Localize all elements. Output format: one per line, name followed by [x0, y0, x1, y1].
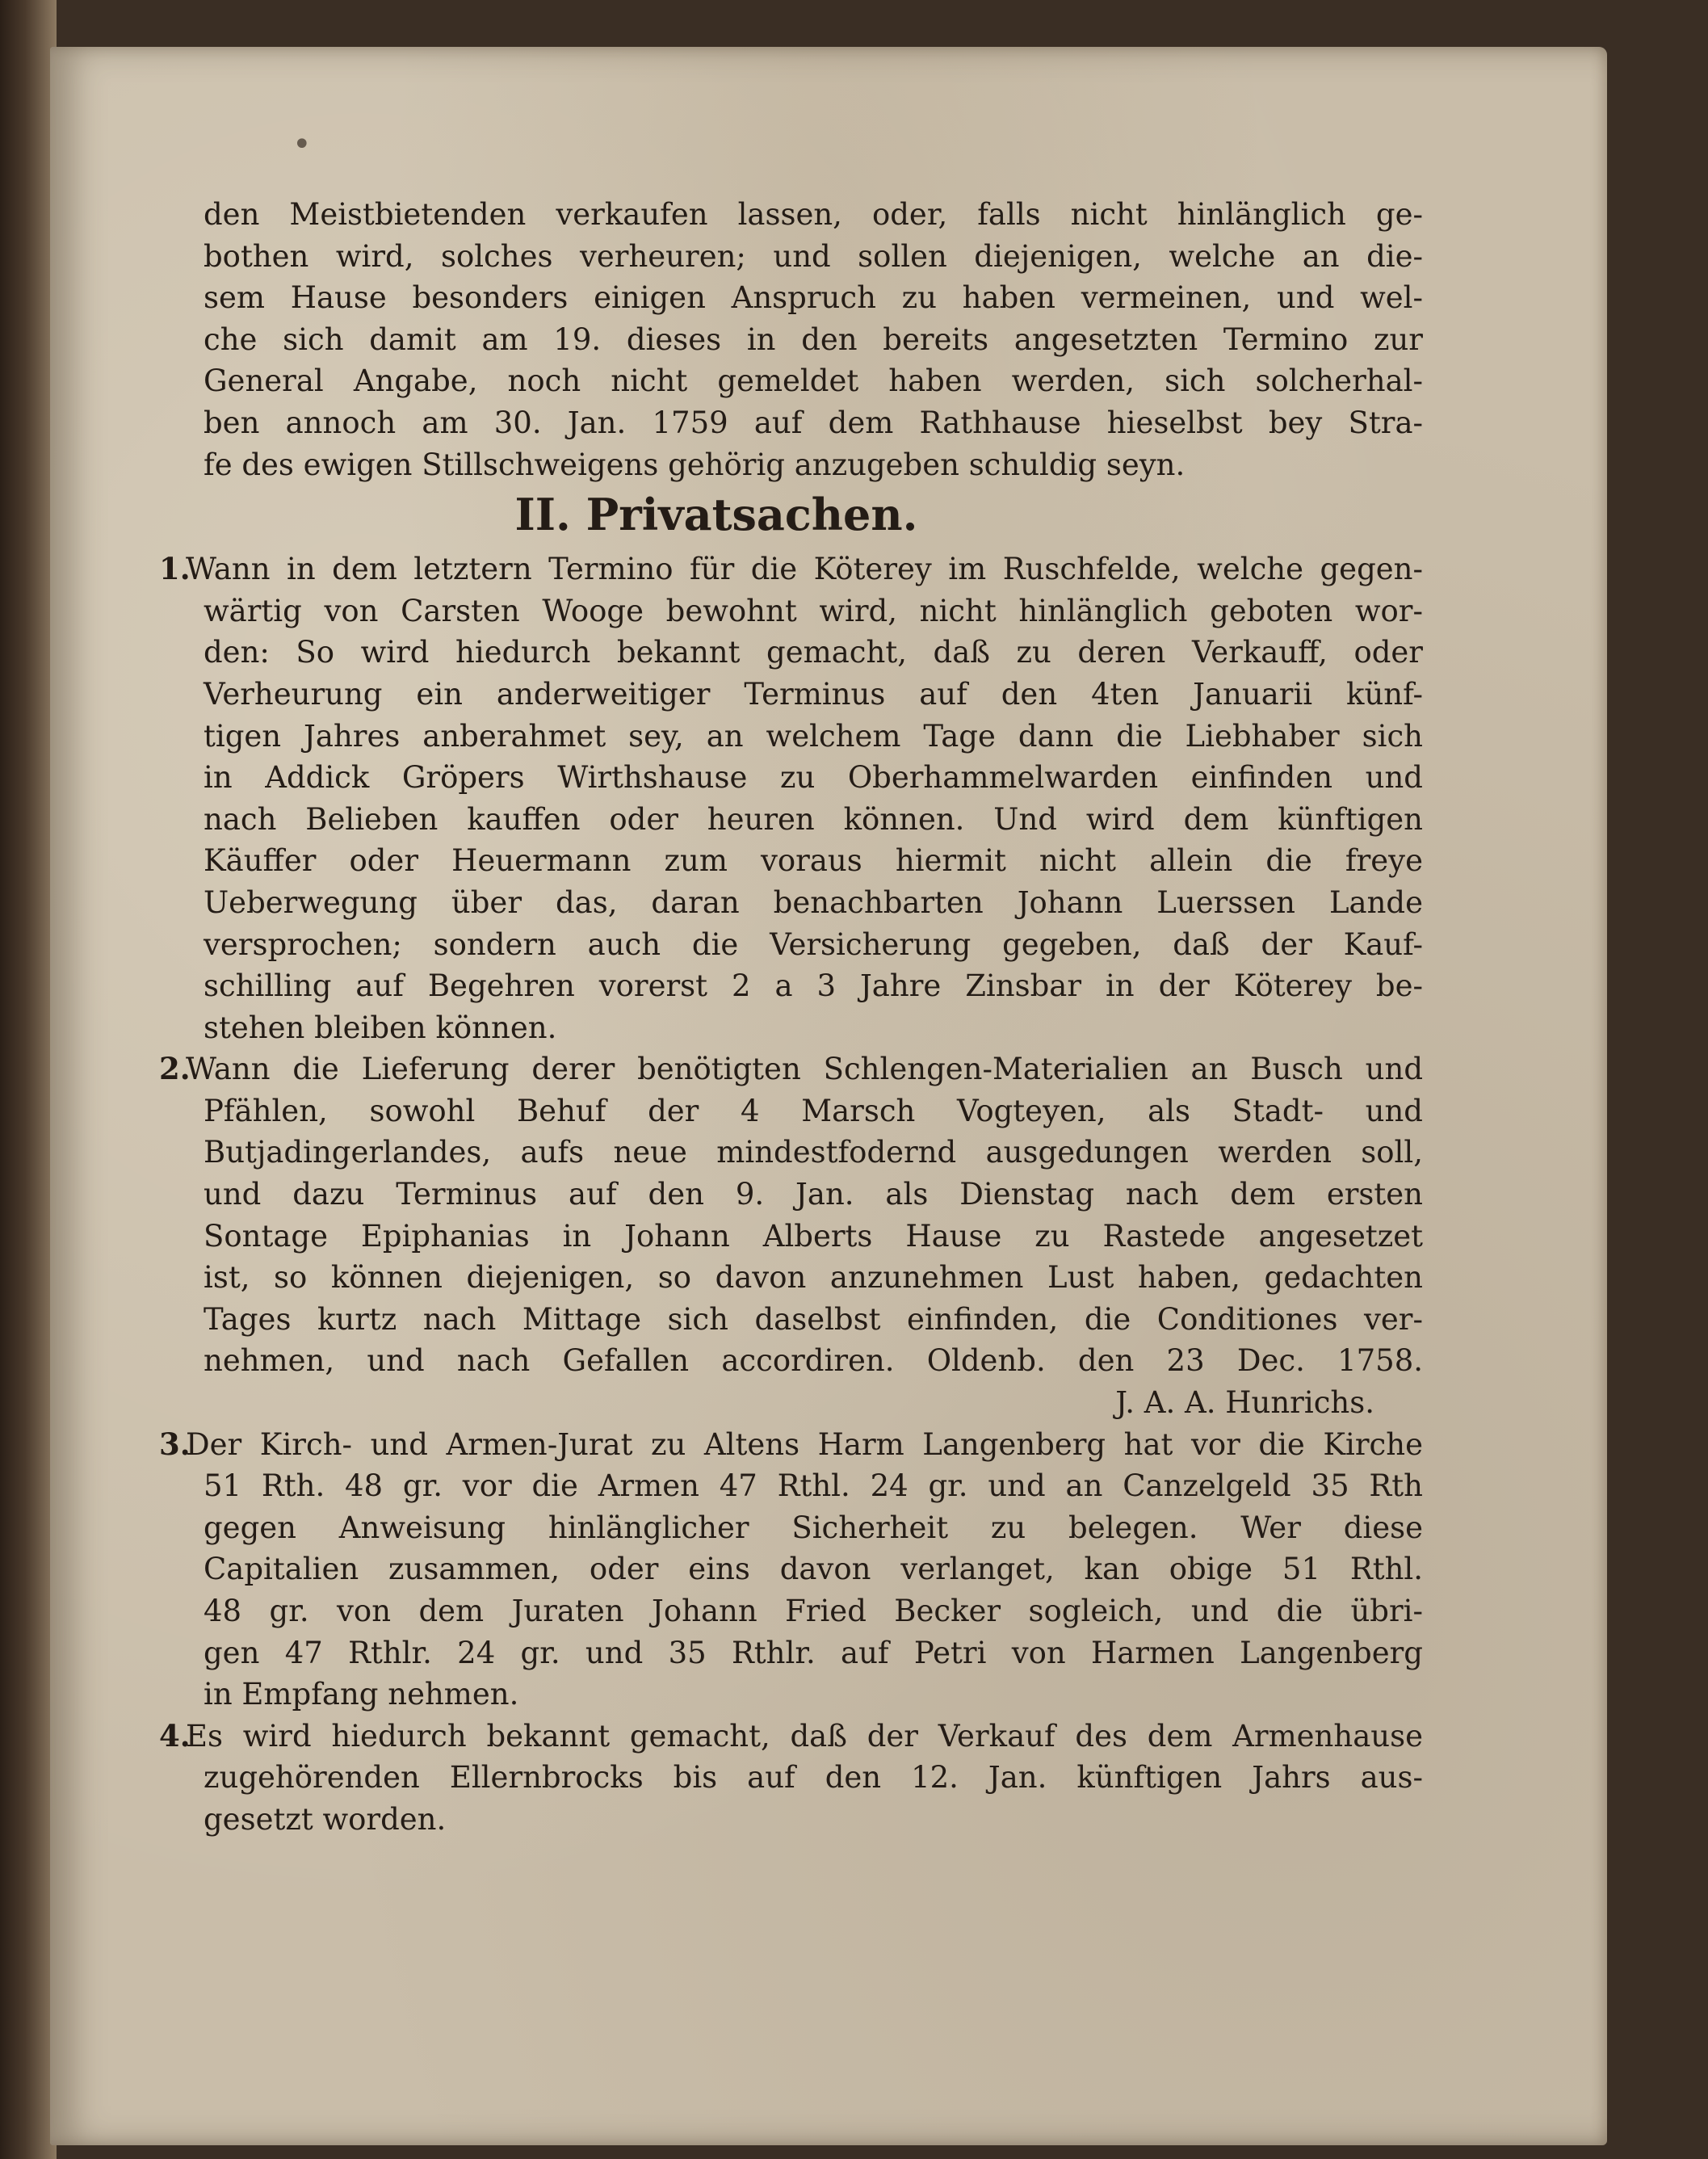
text-line: schilling auf Begehren vorerst 2 a 3 Jahre Zinsbar in der Köterey be-	[204, 968, 1423, 1004]
text-line: Ueberwegung über das, daran benachbarten Johann Luerssen Lande	[204, 884, 1423, 920]
text-line: tigen Jahres anberahmet sey, an welchem Tage dann die Liebhaber sich	[204, 718, 1423, 754]
text-line: bothen wird, solches verheuren; und sollen diejenigen, welche an die-	[204, 238, 1423, 274]
text-line: Verheurung ein anderweitiger Terminus auf den 4ten Januarii künf-	[204, 676, 1423, 712]
text-line: Tages kurtz nach Mittage sich daselbst einfinden, die Conditiones ver-	[204, 1301, 1423, 1337]
text-line: ist, so können diejenigen, so davon anzunehmen Lust haben, gedachten	[204, 1260, 1423, 1296]
text-line: gegen Anweisung hinlänglicher Sicherheit zu belegen. Wer diese	[204, 1510, 1423, 1545]
item-number: 1.	[159, 551, 191, 587]
book-binding-edge	[0, 0, 57, 2159]
text-line: Wann in dem letztern Termino für die Köterey im Ruschfelde, welche gegen-	[186, 552, 1423, 587]
text-line: Wann die Lieferung derer benötigten Schlengen-Materialien an Busch und	[186, 1052, 1423, 1087]
item-number: 4.	[159, 1717, 191, 1754]
notice-item-1	[159, 548, 1423, 1048]
notice-item-4	[159, 1716, 1423, 1841]
text-line: in Addick Gröpers Wirthshause zu Oberhammelwarden einfinden und	[204, 760, 1423, 796]
item-number: 2.	[159, 1051, 191, 1087]
text-line: Pfählen, sowohl Behuf der 4 Marsch Vogteyen, als Stadt- und	[204, 1093, 1423, 1128]
text-line: Käuffer oder Heuermann zum voraus hiermit nicht allein die freye	[204, 843, 1423, 879]
text-line: gesetzt worden.	[204, 1801, 447, 1837]
text-line: versprochen; sondern auch die Versicherung gegeben, daß der Kauf-	[204, 926, 1423, 962]
text-line: Capitalien zusammen, oder eins davon verlanget, kan obige 51 Rthl.	[204, 1552, 1423, 1587]
notice-item-2	[159, 1048, 1423, 1423]
text-line: 48 gr. von dem Juraten Johann Fried Becker sogleich, und die übri-	[204, 1594, 1423, 1628]
notice-item-3	[159, 1424, 1423, 1716]
section-heading: II. Privatsachen.	[514, 489, 918, 541]
intro-paragraph	[204, 194, 1423, 485]
text-line: nach Belieben kauffen oder heuren können. Und wird dem künftigen	[204, 801, 1423, 837]
text-line: Sontage Epiphanias in Johann Alberts Hause zu Rastede angesetzet	[204, 1218, 1423, 1254]
text-line: fe des ewigen Stillschweigens gehörig anzugeben schuldig seyn.	[204, 447, 1186, 482]
text-line: Es wird hiedurch bekannt gemacht, daß der Verkauf des dem Armenhause	[186, 1718, 1423, 1754]
text-line: Der Kirch- und Armen-Jurat zu Altens Harm Langenberg hat vor die Kirche	[186, 1426, 1423, 1462]
page-text	[159, 194, 1423, 1841]
text-line: und dazu Terminus auf den 9. Jan. als Dienstag nach dem ersten	[204, 1177, 1423, 1212]
text-line: sem Hause besonders einigen Anspruch zu haben vermeinen, und wel-	[204, 280, 1423, 316]
text-line: den: So wird hiedurch bekannt gemacht, daß zu deren Verkauff, oder	[204, 635, 1423, 670]
text-line: General Angabe, noch nicht gemeldet haben werden, sich solcherhal-	[204, 363, 1423, 399]
text-line: stehen bleiben können.	[204, 1010, 557, 1045]
text-line: 51 Rth. 48 gr. vor die Armen 47 Rthl. 24 gr. und an Canzelgeld 35 Rth	[204, 1468, 1423, 1504]
text-line: ben annoch am 30. Jan. 1759 auf dem Rathhause hieselbst bey Stra-	[204, 405, 1423, 440]
text-line: wärtig von Carsten Wooge bewohnt wird, nicht hinlänglich geboten wor-	[204, 593, 1423, 628]
text-line: in Empfang nehmen.	[204, 1677, 519, 1712]
text-line: gen 47 Rthlr. 24 gr. und 35 Rthlr. auf Petri von Harmen Langenberg	[204, 1635, 1423, 1670]
item-number: 3.	[159, 1426, 191, 1462]
text-line: zugehörenden Ellernbrocks bis auf den 12. Jan. künftigen Jahrs aus-	[204, 1760, 1423, 1796]
text-line: Butjadingerlandes, aufs neue mindestfodernd ausgedungen werden soll,	[204, 1135, 1423, 1170]
page-mark: •	[292, 126, 312, 163]
text-line: den Meistbietenden verkaufen lassen, oder, falls nicht hinlänglich ge-	[204, 197, 1423, 232]
signature: J. A. A. Hunrichs.	[1115, 1385, 1374, 1421]
text-line: nehmen, und nach Gefallen accordiren. Oldenb. den 23 Dec. 1758.	[204, 1343, 1423, 1379]
text-line: che sich damit am 19. dieses in den bereits angesetzten Termino zur	[204, 321, 1423, 357]
